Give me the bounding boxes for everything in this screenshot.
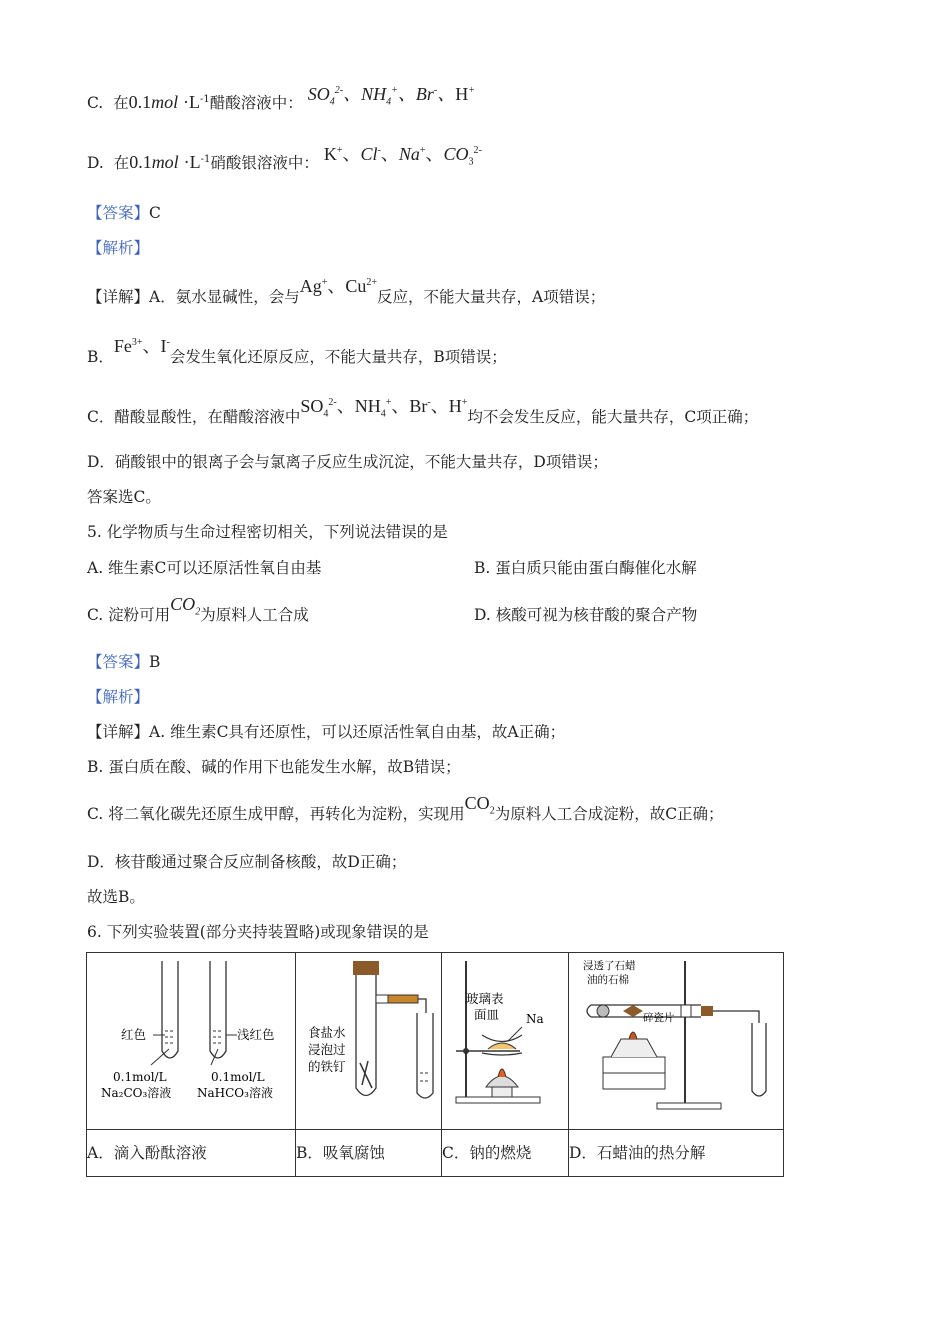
label-soaked: 浸泡过	[308, 1042, 346, 1057]
label-red: 红色	[121, 1027, 147, 1042]
label-watch-glass-1: 玻璃表	[466, 991, 504, 1006]
q5-answer: 【答案】B	[87, 653, 161, 671]
q5-option-a: A. 维生素C可以还原活性氧自由基	[87, 559, 322, 577]
label-watch-glass-2: 面皿	[474, 1007, 500, 1022]
q4-analysis-label: 【解析】	[87, 239, 150, 257]
q5-detail-3: C. 将二氧化碳先还原生成甲醇，再转化为淀粉，实现用$CO_2$为原料人工合成淀粉，故C正确；	[87, 793, 724, 823]
label-salt-water: 食盐水	[308, 1025, 346, 1040]
q5-conclusion: 故选B。	[87, 888, 145, 906]
q5-detail-2: B. 蛋白质在酸、碱的作用下也能发生水解，故B错误；	[87, 758, 461, 776]
conc-1: 0.1mol/L	[113, 1070, 167, 1084]
caption-a: A．滴入酚酞溶液	[87, 1130, 296, 1177]
q4-answer: 【答案】C	[87, 204, 161, 222]
q5-option-b: B. 蛋白质只能由蛋白酶催化水解	[474, 559, 697, 577]
solution-1: Na₂CO₃溶液	[101, 1086, 172, 1100]
cell-b-diagram	[296, 953, 442, 1130]
q4-detail-3: C．醋酸显酸性，在醋酸溶液中$SO_4^{2-}$、$NH_4^+$、Br-、H+均不会发生反应，能大量共存，C项正确；	[87, 396, 759, 426]
q5-stem: 5. 化学物质与生命过程密切相关，下列说法错误的是	[87, 523, 448, 541]
sodium-burning-diagram	[442, 953, 568, 1125]
q5-analysis-label: 【解析】	[87, 688, 150, 706]
cell-a-diagram	[87, 953, 296, 1130]
label-na: Na	[526, 1012, 544, 1026]
oxygen-corrosion-diagram	[296, 953, 441, 1125]
test-tubes-diagram	[87, 953, 295, 1125]
q4-detail-4: D．硝酸银中的银离子会与氯离子反应生成沉淀，不能大量共存，D项错误；	[87, 453, 608, 471]
label-iron-nail: 的铁钉	[308, 1059, 346, 1074]
q4-detail-2: B．$Fe^{3+}$、I-会发生氧化还原反应，不能大量共存，B项错误；	[87, 336, 507, 366]
label-asbestos-1: 浸透了石蜡	[583, 960, 636, 972]
q6-experiment-table	[86, 952, 784, 1177]
label-light-red: 浅红色	[237, 1027, 275, 1042]
q5-detail-1: 【详解】A. 维生素C具有还原性，可以还原活性氧自由基，故A正确；	[87, 723, 566, 741]
caption-b: B．吸氧腐蚀	[296, 1130, 442, 1177]
q4-option-d: D. 在$0.1mol \cdot L^{-1}$硝酸银溶液中： K+、Cl-、Na+、$CO_3^{2-}$	[87, 144, 482, 172]
solution-2: NaHCO₃溶液	[197, 1086, 273, 1100]
q5-detail-4: D．核苷酸通过聚合反应制备核酸，故D正确；	[87, 853, 407, 871]
q5-option-d: D. 核酸可视为核苷酸的聚合产物	[474, 606, 698, 624]
caption-c: C．钠的燃烧	[442, 1130, 569, 1177]
q5-option-c: C. 淀粉可用$CO_2$为原料人工合成	[87, 594, 309, 624]
q6-stem: 6. 下列实验装置(部分夹持装置略)或现象错误的是	[87, 923, 429, 941]
label-porcelain: 碎瓷片	[643, 1012, 675, 1024]
cell-d-diagram	[569, 953, 784, 1130]
label-asbestos-2: 油的石棉	[587, 974, 629, 986]
q4-conclusion: 答案选C。	[87, 488, 161, 506]
caption-d: D．石蜡油的热分解	[569, 1130, 784, 1177]
paraffin-pyrolysis-diagram	[569, 953, 783, 1125]
cell-c-diagram	[442, 953, 569, 1130]
conc-2: 0.1mol/L	[211, 1070, 265, 1084]
q4-option-c: C. 在$0.1mol \cdot L^{-1}$醋酸溶液中： $SO_4^{2-}$、$NH_4^+$、Br-、H+	[87, 84, 475, 112]
q4-detail-1: 【详解】A．氨水显碱性，会与Ag+、$Cu^{2+}$反应，不能大量共存，A项错误；	[87, 276, 606, 306]
